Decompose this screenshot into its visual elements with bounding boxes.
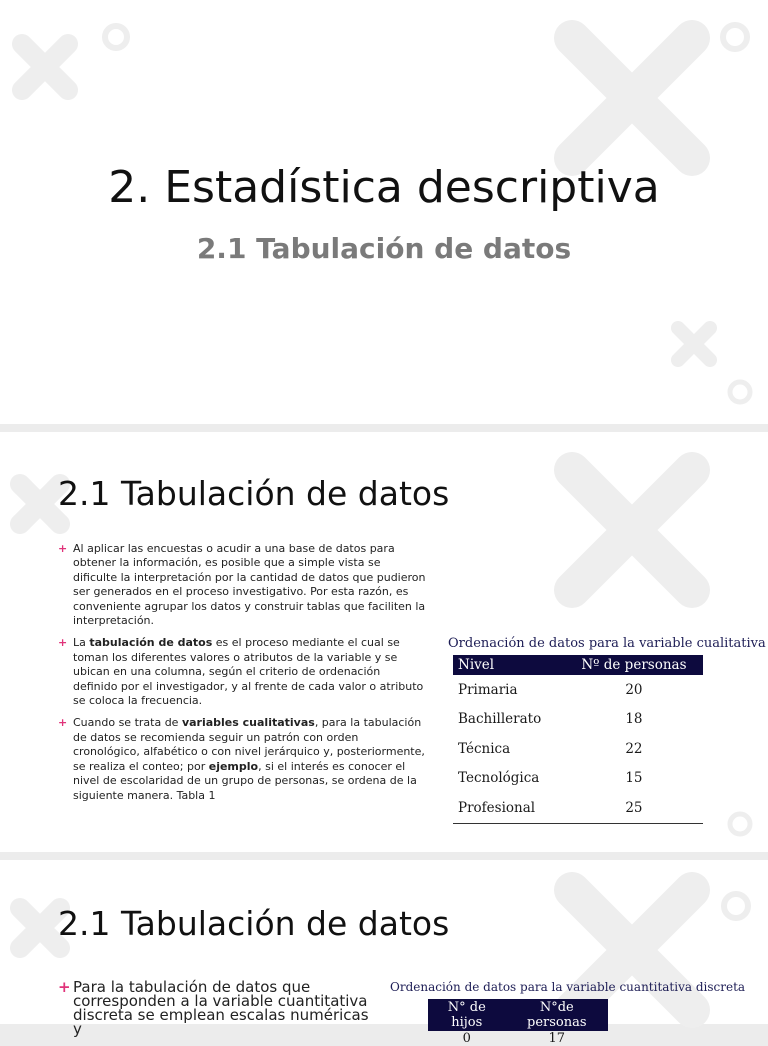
bullet-item: + La tabulación de datos es el proceso mediante el cual se toman los diferentes valores o atributos de la variable y se ubican en una columna, según el criterio de ordenación definido por el investigador, y al frente de cada valor o atributo se coloca la frecuencia. (58, 636, 424, 708)
row-value: 17 (548, 1031, 566, 1046)
row-value: 18 (625, 711, 643, 728)
table-header-row (453, 655, 703, 675)
table-caption: Ordenación de datos para la variable cuantitativa discreta (390, 980, 746, 994)
bullet-list (58, 542, 428, 811)
plus-bullet-icon: + (58, 716, 68, 730)
circle-shape-icon (730, 814, 750, 834)
quantitative-table (428, 999, 608, 1046)
x-shape-icon (572, 470, 692, 590)
bullet-item: + Para la tabulación de datos que corresponden a la variable cuantitativa discreta se emplean escalas numéricas y (58, 978, 369, 1038)
row-label: Primaria (458, 681, 518, 698)
column-header-hijos: N° de hijos (428, 999, 506, 1031)
plus-bullet-icon: + (58, 542, 68, 555)
circle-shape-icon (723, 25, 747, 49)
table-header-row (428, 999, 608, 1031)
x-shape-icon (22, 44, 68, 90)
table-row (453, 705, 703, 735)
x-shape-icon (678, 328, 710, 360)
qualitative-table (453, 655, 703, 824)
circle-shape-icon (105, 26, 127, 48)
bullet-item: + Al aplicar las encuestas o acudir a una base de datos para obtener la información, es posible que a simple vista se dificulte la interpretación por la cantidad de datos que pudieron ser generados en el proceso investigativo. Por esta razón, es conveniente agrupar los datos y construir tablas que faciliten la interpretación. (58, 542, 426, 628)
bullet-item: + Cuando se trata de variables cualitativas, para la tabulación de datos se recomienda seguir un patrón con orden cronológico, alfabético o con nivel jerárquico y, posteriormente, se realiza el conteo; por ejemplo, si el interés es conocer el nivel de escolaridad de un grupo de personas, se ordena de la siguiente manera. Tabla 1 (58, 716, 425, 802)
table-row (428, 1031, 608, 1046)
bold-term: ejemplo (208, 759, 259, 773)
bold-term: tabulación de datos (89, 636, 213, 650)
presentation-title: 2. Estadística descriptiva (108, 162, 660, 213)
table-caption: Ordenación de datos para la variable cualitativa (448, 636, 766, 651)
row-label: Técnica (458, 740, 511, 757)
slide-heading: 2.1 Tabulación de datos (58, 904, 450, 943)
bold-term: variables cualitativas (181, 716, 315, 730)
slide-heading: 2.1 Tabulación de datos (58, 474, 450, 513)
x-shape-icon (20, 908, 60, 948)
bullet-list (58, 980, 376, 1044)
table-row (453, 675, 703, 705)
table-row (453, 793, 703, 823)
row-value: 20 (625, 681, 643, 698)
content-slide-quantitative (0, 860, 768, 1046)
presentation-subtitle: 2.1 Tabulación de datos (196, 232, 572, 265)
x-shape-icon (20, 484, 60, 524)
table-row (453, 734, 703, 764)
x-shape-icon (572, 38, 692, 158)
column-header-nivel: Nivel (453, 655, 565, 675)
table-row (453, 764, 703, 794)
row-value: 22 (625, 740, 643, 757)
row-label: Tecnológica (458, 770, 540, 787)
row-label: Profesional (453, 793, 565, 823)
column-header-personas: N°de personas (506, 999, 608, 1031)
row-label: 0 (462, 1031, 471, 1046)
row-value: 15 (625, 770, 643, 787)
title-slide (0, 0, 768, 424)
column-header-personas: Nº de personas (565, 655, 703, 675)
row-value: 25 (565, 793, 703, 823)
circle-shape-icon (730, 382, 750, 402)
plus-bullet-icon: + (58, 978, 71, 996)
row-label: Bachillerato (458, 711, 542, 728)
circle-shape-icon (724, 894, 748, 918)
content-slide-qualitative (0, 432, 768, 852)
plus-bullet-icon: + (58, 636, 68, 650)
